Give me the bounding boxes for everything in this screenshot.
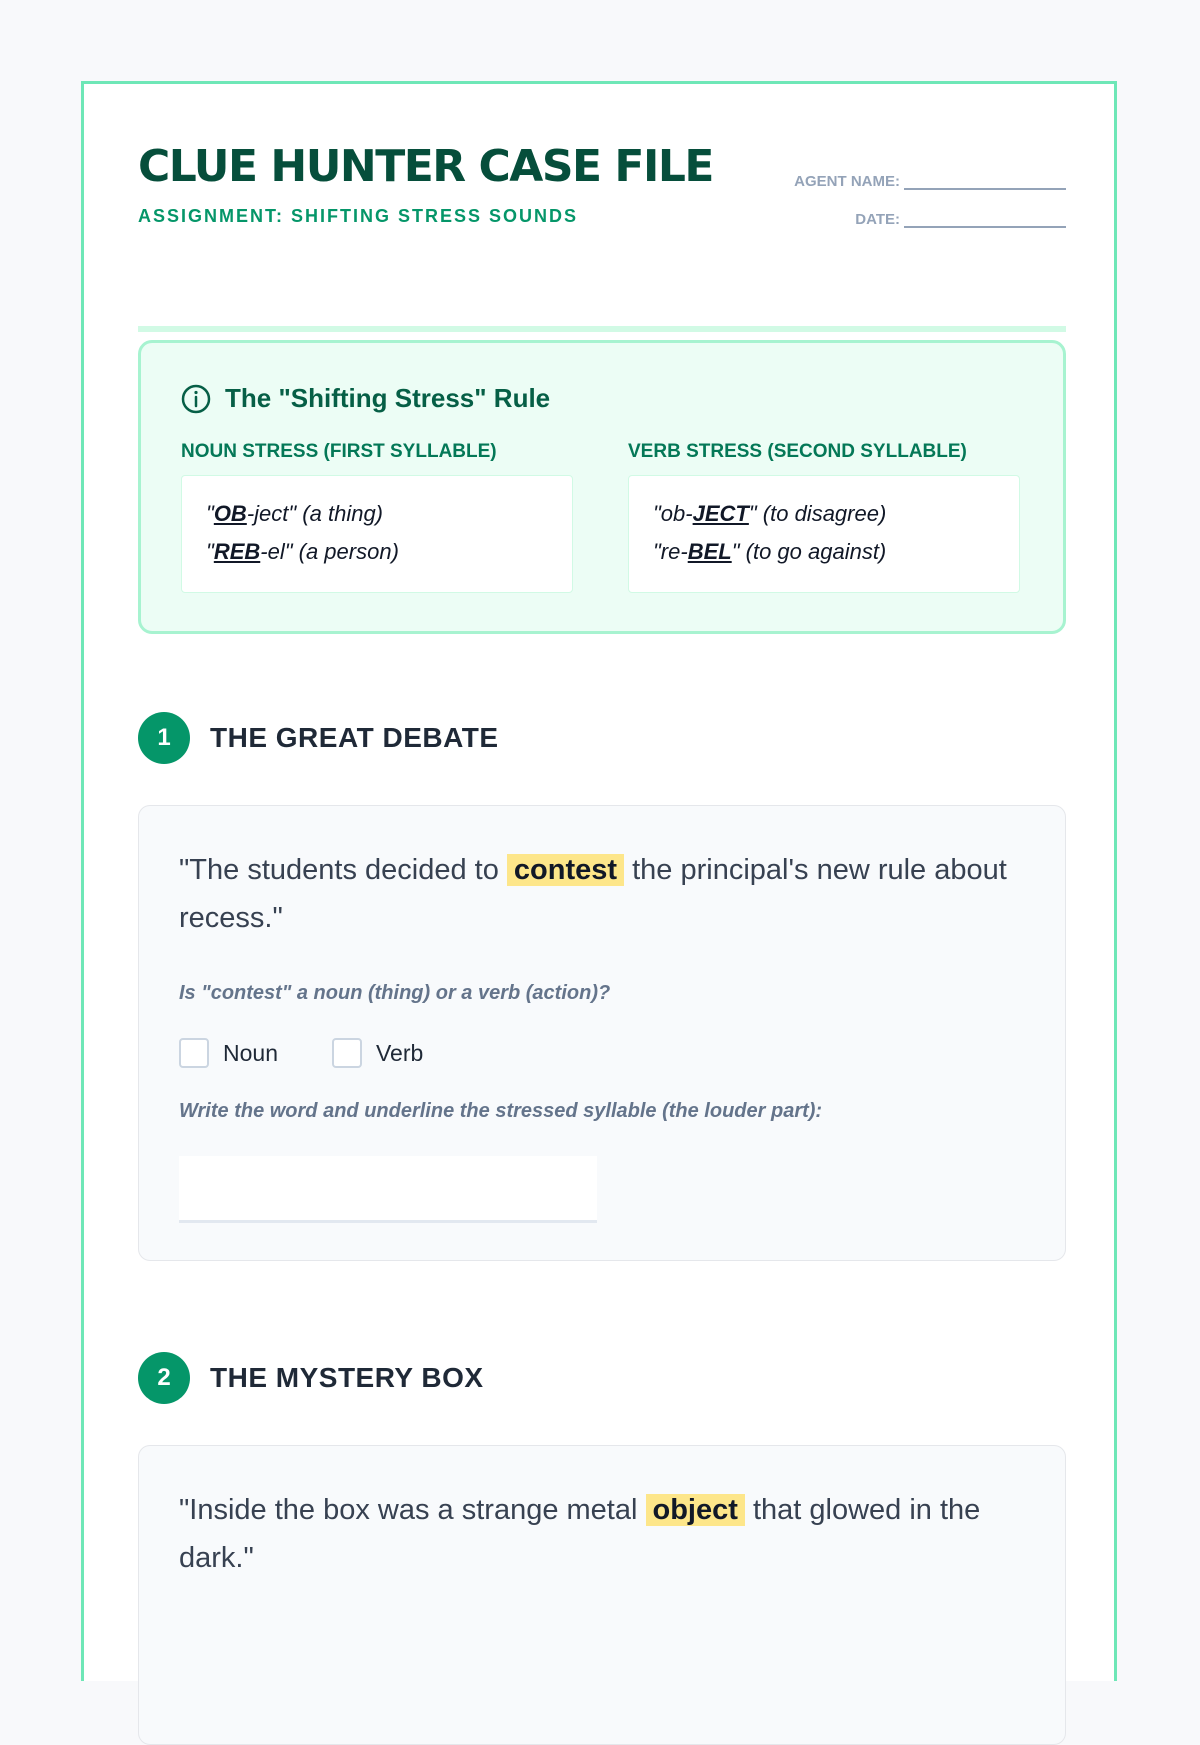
section-number-badge: 2 (138, 1352, 190, 1404)
agent-name-label: AGENT NAME: (794, 173, 900, 190)
sentence-end: the principal's new rule about recess." (179, 854, 1007, 934)
header-divider (138, 326, 1066, 332)
agent-name-field[interactable] (904, 170, 1066, 190)
example-prefix: " (206, 501, 214, 526)
section-1-card (138, 805, 1066, 1261)
noun-choice-label: Noun (223, 1039, 278, 1066)
sentence-end: that glowed in the dark." (179, 1494, 981, 1574)
stressed-syllable: JECT (692, 501, 749, 526)
verb-checkbox[interactable] (332, 1038, 362, 1068)
verb-example (653, 536, 1019, 574)
verb-choice[interactable] (332, 1038, 423, 1068)
stressed-syllable: OB (213, 501, 247, 526)
rule-title: The "Shifting Stress" Rule (225, 383, 551, 413)
section-2-card (138, 1445, 1066, 1745)
section-number-badge: 1 (138, 712, 190, 764)
agent-name-row (766, 152, 1066, 190)
shifting-stress-rule-box (138, 340, 1066, 634)
sentence-start: "The students decided to (179, 854, 499, 886)
noun-choice[interactable] (179, 1038, 278, 1068)
info-icon (181, 384, 211, 414)
date-row (766, 190, 1066, 228)
stressed-syllable: REB (213, 539, 261, 564)
noun-stress-heading: NOUN STRESS (FIRST SYLLABLE) (181, 441, 497, 462)
example-prefix: "re- (653, 539, 688, 564)
answer-field[interactable] (179, 1156, 597, 1223)
date-field[interactable] (904, 208, 1066, 228)
example-suffix: -ject" (a thing) (246, 501, 384, 526)
answer-choices (179, 1038, 477, 1068)
noun-example (206, 498, 572, 536)
stressed-syllable: BEL (687, 539, 732, 564)
noun-example (206, 536, 572, 574)
highlighted-word: contest (507, 854, 624, 886)
section-title: THE MYSTERY BOX (210, 1362, 484, 1393)
assignment-subtitle: ASSIGNMENT: SHIFTING STRESS SOUNDS (138, 206, 579, 226)
case-file-sheet (81, 81, 1117, 1681)
example-prefix: " (206, 539, 214, 564)
sentence-start: "Inside the box was a strange metal (179, 1494, 638, 1526)
noun-examples-card (181, 475, 573, 593)
verb-stress-heading: VERB STRESS (SECOND SYLLABLE) (628, 441, 967, 462)
noun-stress-column (181, 441, 573, 593)
example-suffix: " (to go against) (731, 539, 887, 564)
example-suffix: " (to disagree) (748, 501, 887, 526)
verb-example (653, 498, 1019, 536)
example-suffix: -el" (a person) (260, 539, 399, 564)
header (138, 142, 1066, 282)
highlighted-word: object (646, 1494, 745, 1526)
page-title: CLUE HUNTER CASE FILE (138, 141, 713, 192)
verb-choice-label: Verb (375, 1039, 424, 1066)
date-label: DATE: (855, 211, 900, 228)
clue-sentence (179, 1486, 1029, 1582)
rule-heading (181, 383, 550, 414)
section-1-header (138, 711, 1066, 765)
agent-fields (766, 152, 1066, 228)
verb-examples-card (628, 475, 1020, 593)
instruction-text: Write the word and underline the stressed syllable (the louder part): (179, 1100, 823, 1122)
section-2-header (138, 1351, 1066, 1405)
noun-checkbox[interactable] (179, 1038, 209, 1068)
example-prefix: "ob- (653, 501, 693, 526)
clue-sentence (179, 846, 1029, 942)
question-text: Is "contest" a noun (thing) or a verb (action)? (179, 982, 611, 1004)
section-title: THE GREAT DEBATE (210, 722, 499, 753)
verb-stress-column (628, 441, 1020, 593)
